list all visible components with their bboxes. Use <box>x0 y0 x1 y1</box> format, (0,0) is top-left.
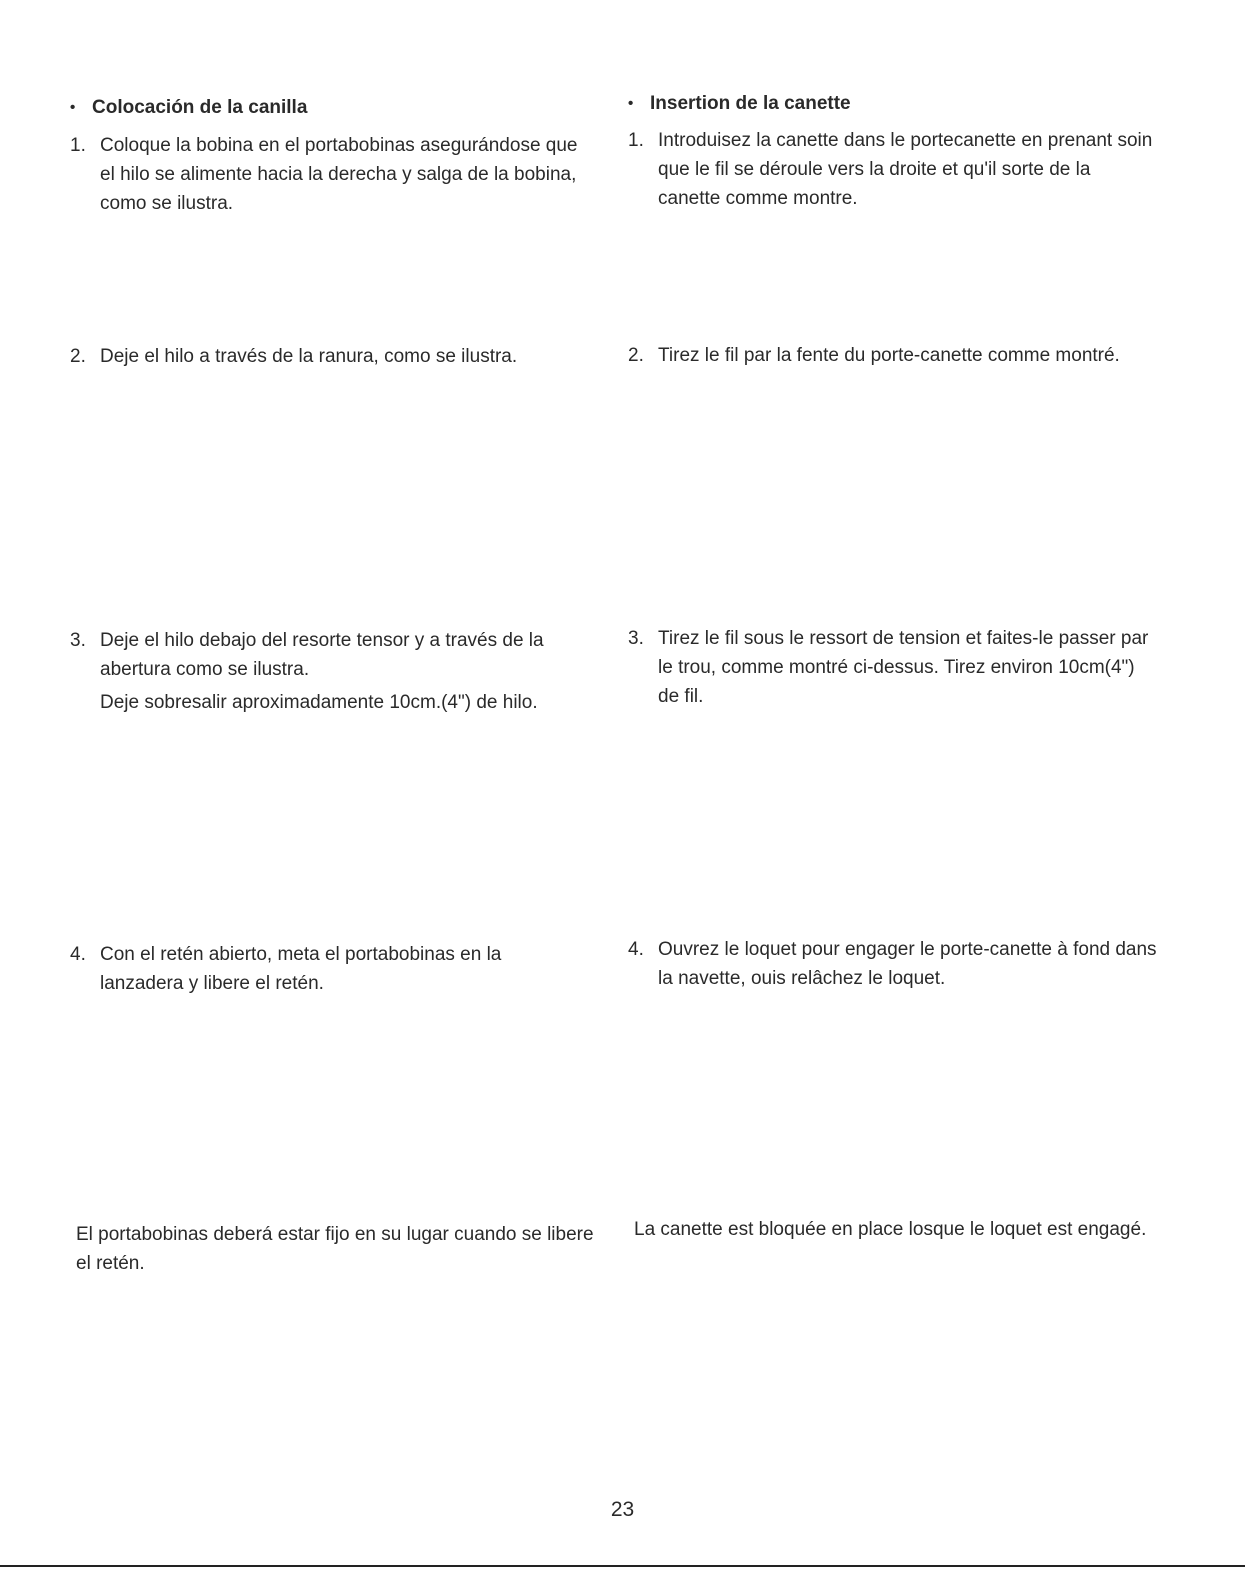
step-number: 1. <box>628 130 644 151</box>
step-text: Tirez le fil sous le ressort de tension et faites-le passer par le trou, comme montré ci-dessus. Tirez environ 10cm(4") de fil. <box>658 628 1149 707</box>
french-heading <box>628 92 1158 116</box>
french-heading-text: Insertion de la canette <box>650 93 851 114</box>
step-number: 4. <box>70 944 86 965</box>
step-number: 1. <box>70 135 86 156</box>
step-text: Coloque la bobina en el portabobinas asegurándose que el hilo se alimente hacia la derecha y salga de la bobina, como se ilustra. <box>100 135 578 214</box>
step-text: Introduisez la canette dans le portecanette en prenant soin que le fil se déroule vers la droite et qu'il sorte de la canette comme montre. <box>658 130 1153 209</box>
spanish-heading-text: Colocación de la canilla <box>92 97 308 118</box>
step-text: Tirez le fil par la fente du porte-canette comme montré. <box>658 345 1120 366</box>
spanish-heading <box>70 96 590 120</box>
spanish-step-1 <box>70 131 590 218</box>
bottom-rule <box>0 1565 1245 1567</box>
step-text: Con el retén abierto, meta el portabobinas en la lanzadera y libere el retén. <box>100 944 502 994</box>
bullet-icon: • <box>70 99 76 116</box>
spanish-step-3 <box>70 626 590 717</box>
step-number: 3. <box>70 630 86 651</box>
step-text: Deje el hilo debajo del resorte tensor y a través de la abertura como se ilustra. <box>100 630 544 680</box>
french-step-3 <box>628 624 1158 711</box>
step-number: 4. <box>628 939 644 960</box>
french-step-2 <box>628 341 1158 370</box>
bullet-icon: • <box>628 95 634 112</box>
step-number: 3. <box>628 628 644 649</box>
page-number: 23 <box>610 1498 635 1521</box>
step-text: Ouvrez le loquet pour engager le porte-canette à fond dans la navette, ouis relâchez le loquet. <box>658 939 1157 989</box>
spanish-note: El portabobinas deberá estar fijo en su lugar cuando se libere el retén. <box>76 1224 594 1274</box>
french-note: La canette est bloquée en place losque le loquet est engagé. <box>634 1219 1147 1240</box>
step-extra-text: Deje sobresalir aproximadamente 10cm.(4") de hilo. <box>100 692 538 713</box>
spanish-step-4 <box>70 940 590 998</box>
step-number: 2. <box>70 346 86 367</box>
french-step-1 <box>628 126 1158 213</box>
step-number: 2. <box>628 345 644 366</box>
step-text: Deje el hilo a través de la ranura, como se ilustra. <box>100 346 518 367</box>
spanish-step-2 <box>70 342 590 371</box>
french-step-4 <box>628 935 1158 993</box>
